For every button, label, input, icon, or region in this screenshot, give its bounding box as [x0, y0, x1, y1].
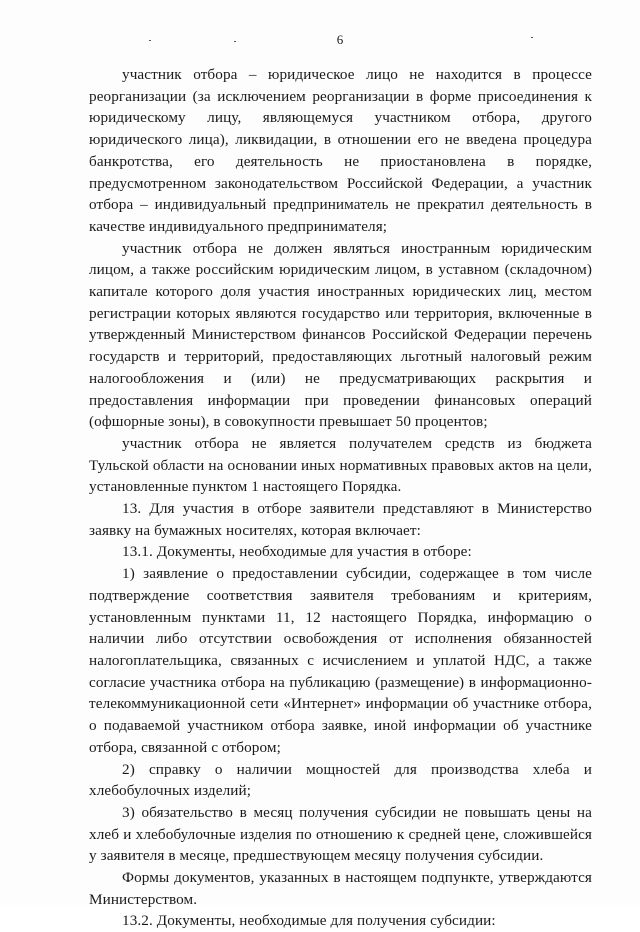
paragraph-item-1: 1) заявление о предоставлении субсидии, содержащее в том числе подтверждение соответствия заявителя требованиям и критериям, установленным пунктами 11, 12 настоящего Порядка, информацию о наличии либо отсутствии освобождения от исполнения обязанностей налогоплательщика, связанных с исчислением и уплатой НДС, а также согласие участника отбора на публикацию (размещение) в информационно-телекоммуникационной сети «Интернет» информации об участнике отбора, о подаваемой участником отбора заявке, иной информации об участнике отбора, связанной с отбором; [89, 565, 592, 756]
paragraph-item-3: 3) обязательство в месяц получения субсидии не повышать цены на хлеб и хлебобулочные изделия по отношению к средней цене, сложившейся у заявителя в месяце, предшествующем месяцу получения субсидии. [89, 803, 592, 865]
paragraph-budget-funds: участник отбора не является получателем средств из бюджета Тульской области на основании иных нормативных правовых актов на цели, установленные пунктом 1 настоящего Порядка. [89, 434, 592, 496]
document-body [89, 64, 592, 932]
paragraph-section-13: 13. Для участия в отборе заявители представляют в Министерство заявку на бумажных носителях, которая включает: [89, 500, 592, 539]
paragraph-section-13-1: 13.1. Документы, необходимые для участия в отборе: [122, 543, 472, 561]
paragraph-section-13-2: 13.2. Документы, необходимые для получения субсидии: [122, 912, 496, 930]
paragraph-foreign-entity: участник отбора не должен являться иностранным юридическим лицом, а также российским юридическим лицом, в уставном (складочном) капитале которого доля участия иностранных юридических лиц, местом регистрации которых являются государство или территория, включенные в утвержденный Министерством финансов Российской Федерации перечень государств и территорий, предоставляющих льготный налоговый режим налогообложения и (или) не предусматривающих раскрытия и предоставления информации при проведении финансовых операций (офшорные зоны), в совокупности превышает 50 процентов; [89, 239, 592, 431]
paragraph-reorganization: участник отбора – юридическое лицо не находится в процессе реорганизации (за исключением реорганизации в форме присоединения к юридическому лицу, являющемуся участником отбора, другого юридического лица), ликвидации, в отношении его не введена процедура банкротства, его деятельность не приостановлена в порядке, предусмотренном законодательством Российской Федерации, а участник отбора – индивидуальный предприниматель не прекратил деятельность в качестве индивидуального предпринимателя; [89, 66, 592, 235]
paragraph-item-2: 2) справку о наличии мощностей для производства хлеба и хлебобулочных изделий; [89, 760, 592, 800]
paragraph-forms-approval: Формы документов, указанных в настоящем подпункте, утверждаются Министерством. [89, 869, 592, 908]
page-number: 6 [336, 32, 344, 47]
